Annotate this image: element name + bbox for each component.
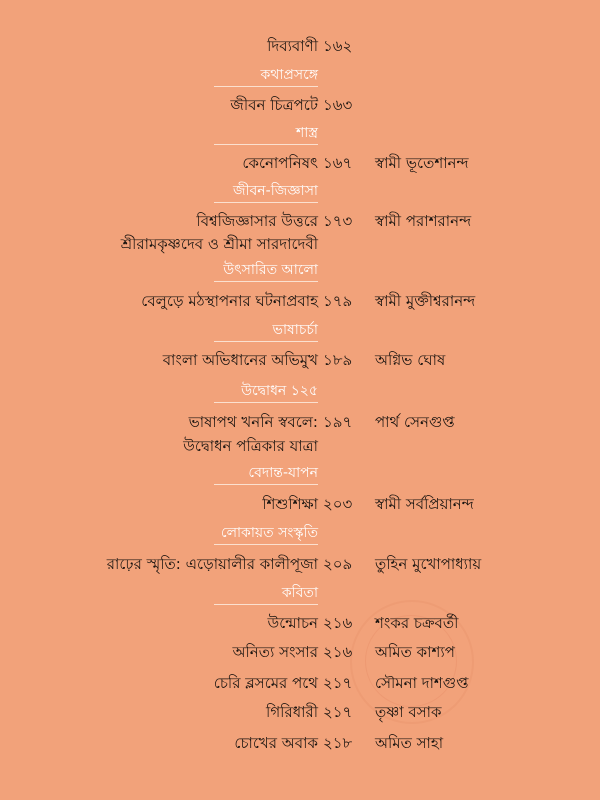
entry-author: তুহিন মুখোপাধ্যায় <box>375 555 482 573</box>
toc-entry <box>0 731 600 755</box>
section-divider <box>214 202 318 203</box>
entry-title: ভাষাপথ খননি স্ববলে: <box>188 413 318 431</box>
section-label: উৎসারিত আলো <box>223 262 318 278</box>
section-label: বেদান্ত-যাপন <box>248 465 318 481</box>
section-label: কবিতা <box>281 585 318 601</box>
toc-entry <box>0 611 600 635</box>
entry-page-number: ১৬৭ <box>323 154 353 172</box>
entry-author: অমিত কাশ্যপ <box>375 643 455 661</box>
toc-entry <box>0 348 600 372</box>
entry-page-number: ২১৮ <box>323 734 353 752</box>
toc-entry <box>0 34 600 58</box>
entry-title-line-2: উদ্বোধন পত্রিকার যাত্রা <box>183 437 318 455</box>
entry-title: চোখের অবাক <box>234 734 318 752</box>
entry-page-number: ১৮৯ <box>323 351 353 369</box>
entry-author: অমিত সাহা <box>375 734 444 752</box>
toc-entry <box>0 700 600 724</box>
entry-title: গিরিধারী <box>266 703 318 721</box>
section-label: উদ্বোধন ১২৫ <box>241 383 318 399</box>
toc-entry-continuation <box>0 232 600 256</box>
toc-entry-continuation <box>0 434 600 458</box>
toc-entry <box>0 671 600 695</box>
entry-title: অনিত্য সংসার <box>232 643 318 661</box>
entry-page-number: ১৬২ <box>323 37 353 55</box>
entry-author: শংকর চক্রবর্তী <box>375 614 459 632</box>
entry-author: স্বামী ভূতেশানন্দ <box>375 154 469 172</box>
entry-page-number: ১৬৩ <box>323 96 353 114</box>
section-divider <box>214 484 318 485</box>
toc-entry <box>0 640 600 664</box>
toc-entry <box>0 552 600 576</box>
section-divider <box>214 144 318 145</box>
toc-section-heading <box>0 522 600 546</box>
toc-entry <box>0 492 600 516</box>
section-divider <box>214 544 318 545</box>
entry-page-number: ১৭৩ <box>323 212 353 230</box>
entry-page-number: ২১৬ <box>323 614 353 632</box>
section-divider <box>214 402 318 403</box>
section-label: শাস্ত্র <box>296 125 318 141</box>
toc-entry <box>0 410 600 434</box>
entry-page-number: ২১৭ <box>323 674 353 692</box>
entry-page-number: ১৯৭ <box>323 413 353 431</box>
toc-section-heading <box>0 582 600 606</box>
entry-author: স্বামী মুক্তীশ্বরানন্দ <box>375 292 476 310</box>
entry-title: উন্মোচন <box>267 614 318 632</box>
section-divider <box>214 281 318 282</box>
toc-entry <box>0 209 600 233</box>
entry-author: পার্থ সেনগুপ্ত <box>375 413 455 431</box>
toc-section-heading <box>0 462 600 486</box>
entry-author: স্বামী সর্বপ্রিয়ানন্দ <box>375 495 474 513</box>
section-label: জীবন-জিজ্ঞাসা <box>232 183 318 199</box>
section-label: কথাপ্রসঙ্গে <box>260 67 318 83</box>
section-label: লোকায়ত সংস্কৃতি <box>220 525 318 541</box>
toc-entry <box>0 151 600 175</box>
entry-author: অগ্নিভ ঘোষ <box>375 351 446 369</box>
entry-page-number: ২০৯ <box>323 555 353 573</box>
entry-page-number: ২১৬ <box>323 643 353 661</box>
toc-section-heading <box>0 64 600 88</box>
entry-author: সৌমনা দাশগুপ্ত <box>375 674 469 692</box>
toc-section-heading <box>0 122 600 146</box>
entry-title: বাংলা অভিধানের অভিমুখ <box>162 351 318 369</box>
section-divider <box>214 604 318 605</box>
entry-title: বিশ্বজিজ্ঞাসার উত্তরে <box>196 212 318 230</box>
entry-page-number: ১৭৯ <box>323 292 353 310</box>
entry-title: জীবন চিত্রপটে <box>230 96 318 114</box>
entry-author: তৃষ্ণা বসাক <box>375 703 442 721</box>
entry-title-line-2: শ্রীরামকৃষ্ণদেব ও শ্রীমা সারদাদেবী <box>120 235 318 253</box>
toc-entry <box>0 289 600 313</box>
entry-title: দিব্যবাণী <box>267 37 318 55</box>
entry-title: বেলুড়ে মঠস্থাপনার ঘটনাপ্রবাহ <box>141 292 318 310</box>
toc-section-heading <box>0 319 600 343</box>
section-label: ভাষাচর্চা <box>272 322 318 338</box>
entry-title: কেনোপনিষৎ <box>242 154 318 172</box>
section-divider <box>214 86 318 87</box>
entry-title: চেরি ব্লসমের পথে <box>213 674 318 692</box>
entry-author: স্বামী পরাশরানন্দ <box>375 212 472 230</box>
entry-title: শিশুশিক্ষা <box>262 495 318 513</box>
toc-section-heading <box>0 259 600 283</box>
toc-entry <box>0 93 600 117</box>
entry-page-number: ২১৭ <box>323 703 353 721</box>
section-divider <box>214 341 318 342</box>
toc-section-heading <box>0 380 600 404</box>
entry-page-number: ২০৩ <box>323 495 353 513</box>
toc-section-heading <box>0 180 600 204</box>
entry-title: রাঢ়ের স্মৃতি: এড়োয়ালীর কালীপূজা <box>106 555 318 573</box>
